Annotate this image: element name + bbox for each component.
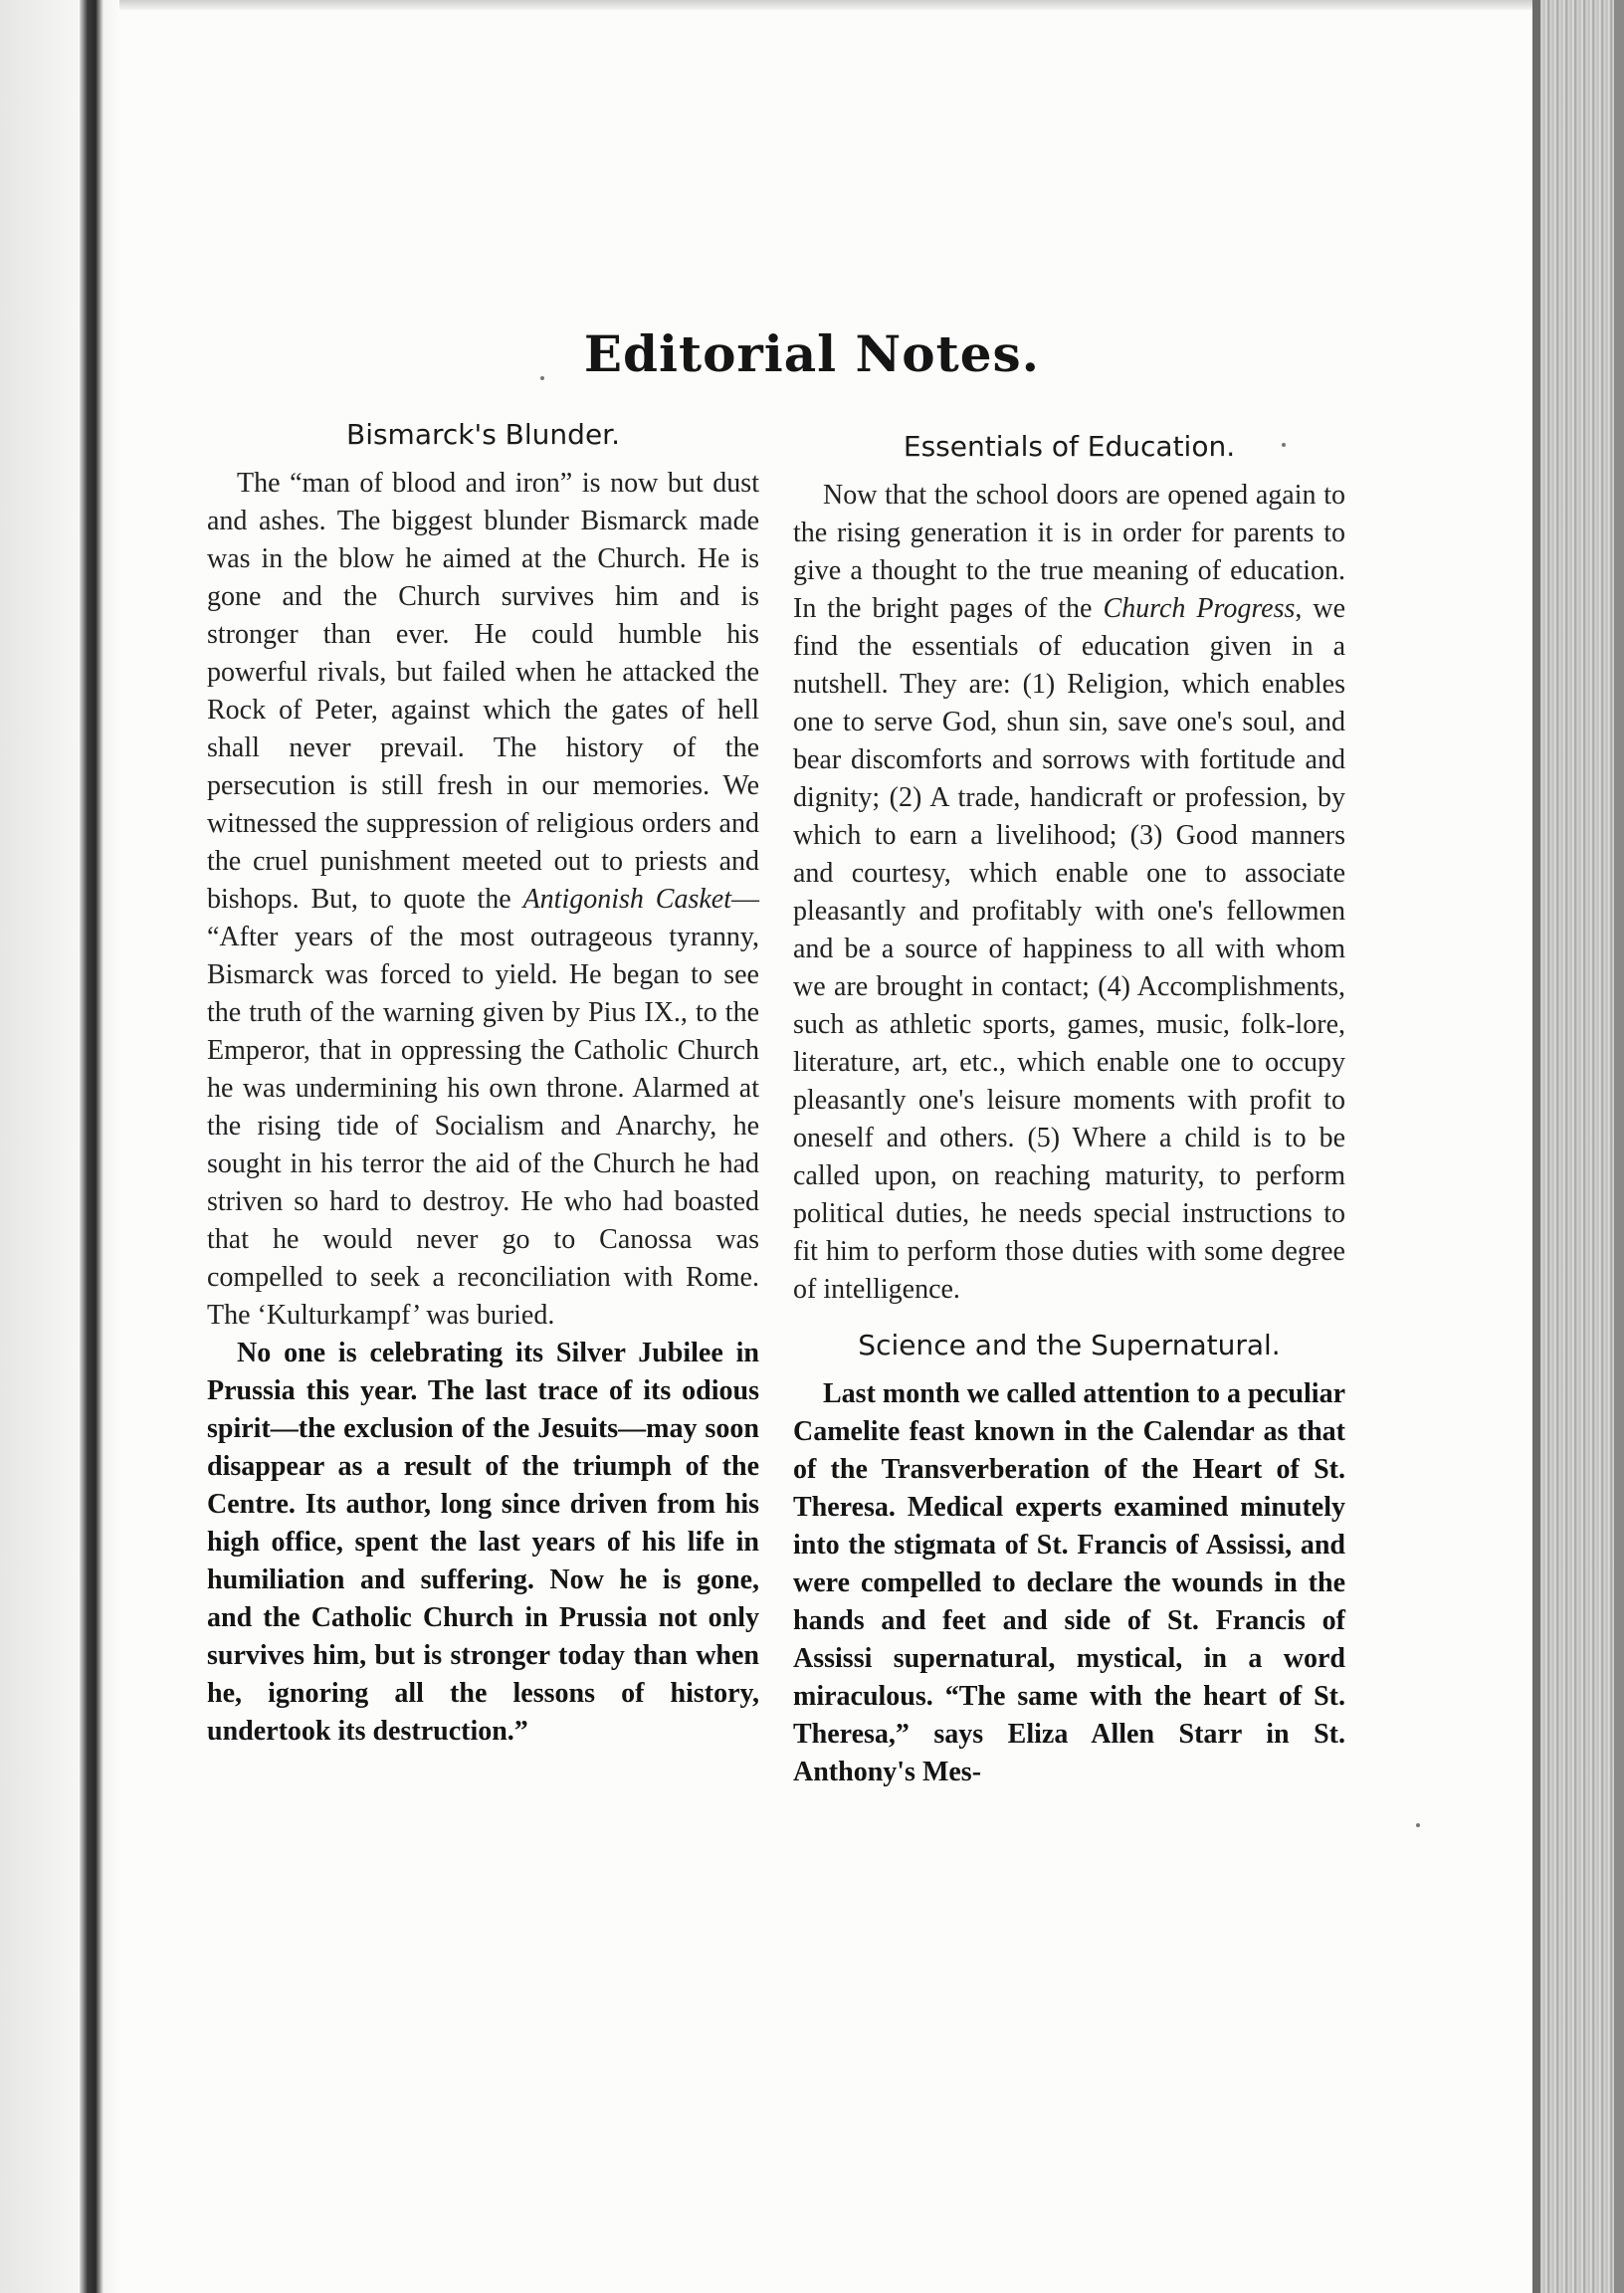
heading-bismarcks-blunder: Bismarck's Blunder.	[345, 418, 621, 451]
scan-top-edge	[0, 0, 1624, 10]
scan-speck	[1282, 443, 1286, 447]
heading-science-and-supernatural: Science and the Supernatural.	[858, 1329, 1281, 1361]
heading-essentials-of-education: Essentials of Education.	[903, 430, 1236, 463]
scan-speck	[1416, 1823, 1420, 1827]
article-paragraph: The “man of blood and iron” is now but dust and ashes. The biggest blunder Bismarck made was in the blow he aimed at the Church. He is gone and the Church survives him and is stronger than ever. He could humble his powerful rivals, but failed when he attacked the Rock of Peter, against which the gates of hell shall never prevail. The history of the persecution is still fresh in our memories. We witnessed the suppression of religious orders and the cruel punishment meeted out to priests and bishops. But, to quote the Antigonish Casket— “After years of the most outrageous tyranny, Bismarck was forced to yield. He began to see the truth of the warning given by Pius IX., to the Emperor, that in oppressing the Catholic Church he was undermining his own throne. Alarmed at the rising tide of Socialism and Anarchy, he sought in his terror the aid of the Church he had striven so hard to destroy. He who had boasted that he would never go to Canossa was compelled to seek a reconciliation with Rome. The ‘Kulturkampf’ was buried.	[207, 468, 759, 1331]
quote-source: Antigonish Casket	[522, 884, 731, 915]
article-paragraph: Now that the school doors are opened again to the rising generation it is in order for parents to give a thought to the true meaning of education. In the bright pages of the Church Progress, we find the essentials of education given in a nutshell. They are: (1) Religion, which enables one to serve God, shun sin, save one's soul, and bear discomforts and sorrows with fortitude and dignity; (2) A trade, handicraft or profession, by which to earn a livelihood; (3) Good manners and courtesy, which enable one to associate pleasantly and profitably with one's fellowmen and be a source of happiness to all with whom we are brought in contact; (4) Accomplishments, such as athletic sports, games, music, folk-lore, literature, art, etc., which enable one to occupy pleasantly one's leisure moments with profit to oneself and others. (5) Where a child is to be called upon, on reaching maturity, to perform political duties, he needs special instructions to fit him to perform those duties with some degree of intelligence.	[793, 480, 1346, 1305]
article-paragraph-bold: Last month we called attention to a peculiar Camelite feast known in the Calendar as that of the Transverberation of the Heart of St. Theresa. Medical experts examined minutely into the stigmata of St. Francis of Assissi, and were compelled to declare the wounds in the hands and feet and side of St. Francis of Assissi supernatural, mystical, in a word miraculous. “The same with the heart of St. Theresa,” says Eliza Allen Starr in St. Anthony's Mes-	[793, 1378, 1345, 1787]
page-title: Editorial Notes.	[583, 324, 1041, 383]
right-column	[793, 430, 1345, 1791]
scan-speck	[540, 376, 544, 380]
left-column	[207, 418, 759, 1751]
publication-name: Church Progress	[1103, 593, 1296, 624]
article-paragraph-bold: No one is celebrating its Silver Jubilee in Prussia this year. The last trace of its odious spirit—the exclusion of the Jesuits—may soon disappear as a result of the triumph of the Centre. Its author, long since driven from his high office, spent the last years of his life in humiliation and suffering. Now he is gone, and the Catholic Church in Prussia not only survives him, but is stronger today than when he, ignoring all the lessons of history, undertook its destruction.”	[207, 1338, 759, 1747]
